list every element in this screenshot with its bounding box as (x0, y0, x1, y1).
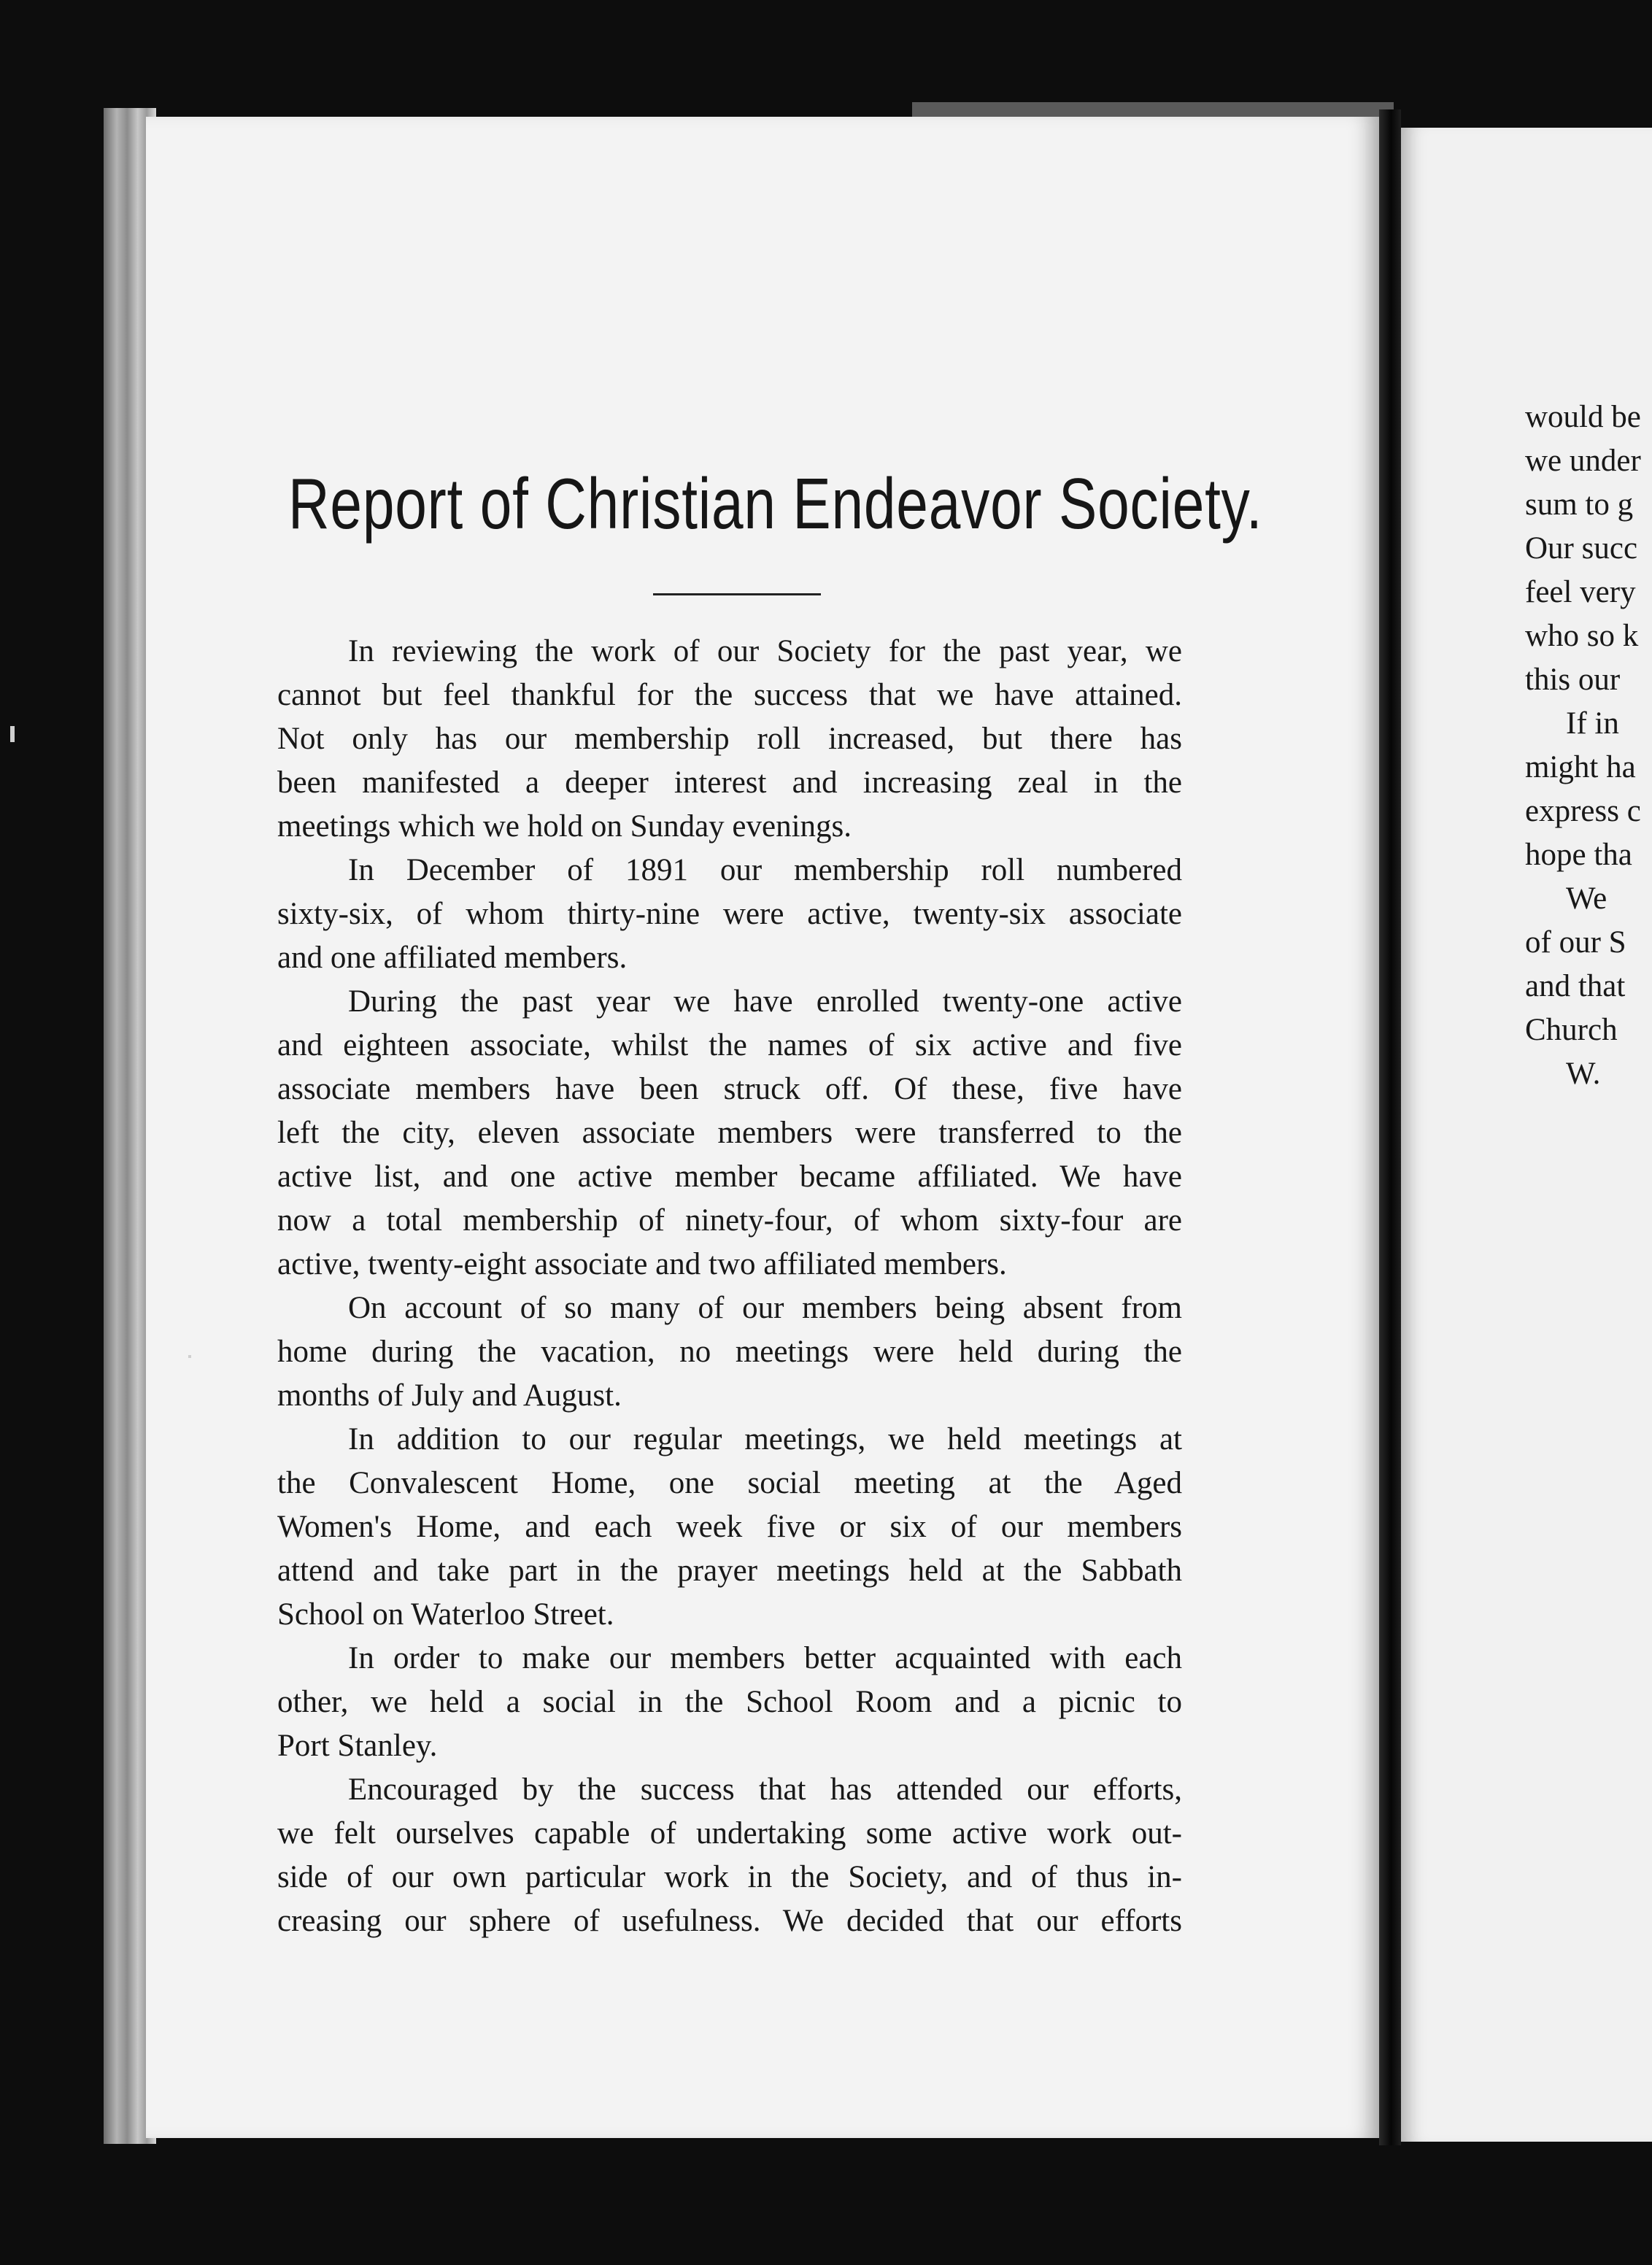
right-text-line: of our S (1525, 925, 1626, 960)
right-text-line: hope tha (1525, 838, 1632, 872)
dust-speck (188, 1355, 191, 1358)
right-text-line: and that (1525, 969, 1626, 1003)
text-line: active, twenty-eight associate and two affiliated members. (277, 1247, 1007, 1281)
text-line: months of July and August. (277, 1378, 622, 1413)
text-line: In addition to our regular meetings, we held meetings at (348, 1422, 1182, 1456)
right-text-line: sum to g (1525, 487, 1634, 522)
text-line: attend and take part in the prayer meetings held at the Sabbath (277, 1554, 1182, 1588)
text-line: In order to make our members better acquainted with each (348, 1641, 1182, 1675)
text-line: In reviewing the work of our Society for the past year, we (348, 634, 1182, 668)
text-line: Women's Home, and each week five or six of our members (277, 1510, 1182, 1544)
text-line: other, we held a social in the School Room and a picnic to (277, 1685, 1182, 1719)
right-text-line: Our succ (1525, 531, 1638, 566)
text-line: side of our own particular work in the Society, and of thus in- (277, 1860, 1182, 1894)
right-text-line: Church (1525, 1013, 1618, 1047)
text-line: School on Waterloo Street. (277, 1597, 614, 1632)
right-text-line: express c (1525, 794, 1641, 828)
book-gutter (1379, 109, 1401, 2145)
text-line: On account of so many of our members being absent from (348, 1291, 1182, 1325)
right-text-line: W. (1566, 1057, 1601, 1091)
title-rule (653, 593, 821, 595)
right-text-line: feel very (1525, 575, 1636, 609)
right-text-line: might ha (1525, 750, 1636, 784)
text-line: Port Stanley. (277, 1729, 438, 1763)
text-line: cannot but feel thankful for the success that we have attained. (277, 678, 1182, 712)
right-text-line: we under (1525, 444, 1641, 478)
text-line: meetings which we hold on Sunday evenings. (277, 809, 852, 844)
text-line: associate members have been struck off. Of these, five have (277, 1072, 1182, 1106)
text-line: During the past year we have enrolled twenty-one active (348, 984, 1182, 1019)
right-text-line: this our (1525, 663, 1621, 697)
text-line: the Convalescent Home, one social meeting at the Aged (277, 1466, 1182, 1500)
right-text-line: If in (1566, 706, 1619, 741)
text-line: home during the vacation, no meetings were held during the (277, 1335, 1182, 1369)
text-line: sixty-six, of whom thirty-nine were active, twenty-six associate (277, 897, 1182, 931)
text-line: and one affiliated members. (277, 941, 628, 975)
right-text-line: would be (1525, 400, 1641, 434)
text-line: been manifested a deeper interest and increasing zeal in the (277, 765, 1182, 800)
text-line: In December of 1891 our membership roll numbered (348, 853, 1182, 887)
text-line: we felt ourselves capable of undertaking some active work out- (277, 1816, 1182, 1851)
dust-speck (10, 726, 15, 742)
text-line: left the city, eleven associate members were transferred to the (277, 1116, 1182, 1150)
text-line: Not only has our membership roll increased, but there has (277, 722, 1182, 756)
text-line: Encouraged by the success that has attended our efforts, (348, 1772, 1182, 1807)
text-line: active list, and one active member became affiliated. We have (277, 1159, 1182, 1194)
right-text-line: who so k (1525, 619, 1639, 653)
text-line: now a total membership of ninety-four, of whom sixty-four are (277, 1203, 1182, 1238)
text-line: creasing our sphere of usefulness. We decided that our efforts (277, 1904, 1182, 1938)
right-text-line: We (1566, 881, 1607, 916)
report-title: Report of Christian Endeavor Society. (288, 463, 1263, 544)
text-line: and eighteen associate, whilst the names of six active and five (277, 1028, 1182, 1062)
